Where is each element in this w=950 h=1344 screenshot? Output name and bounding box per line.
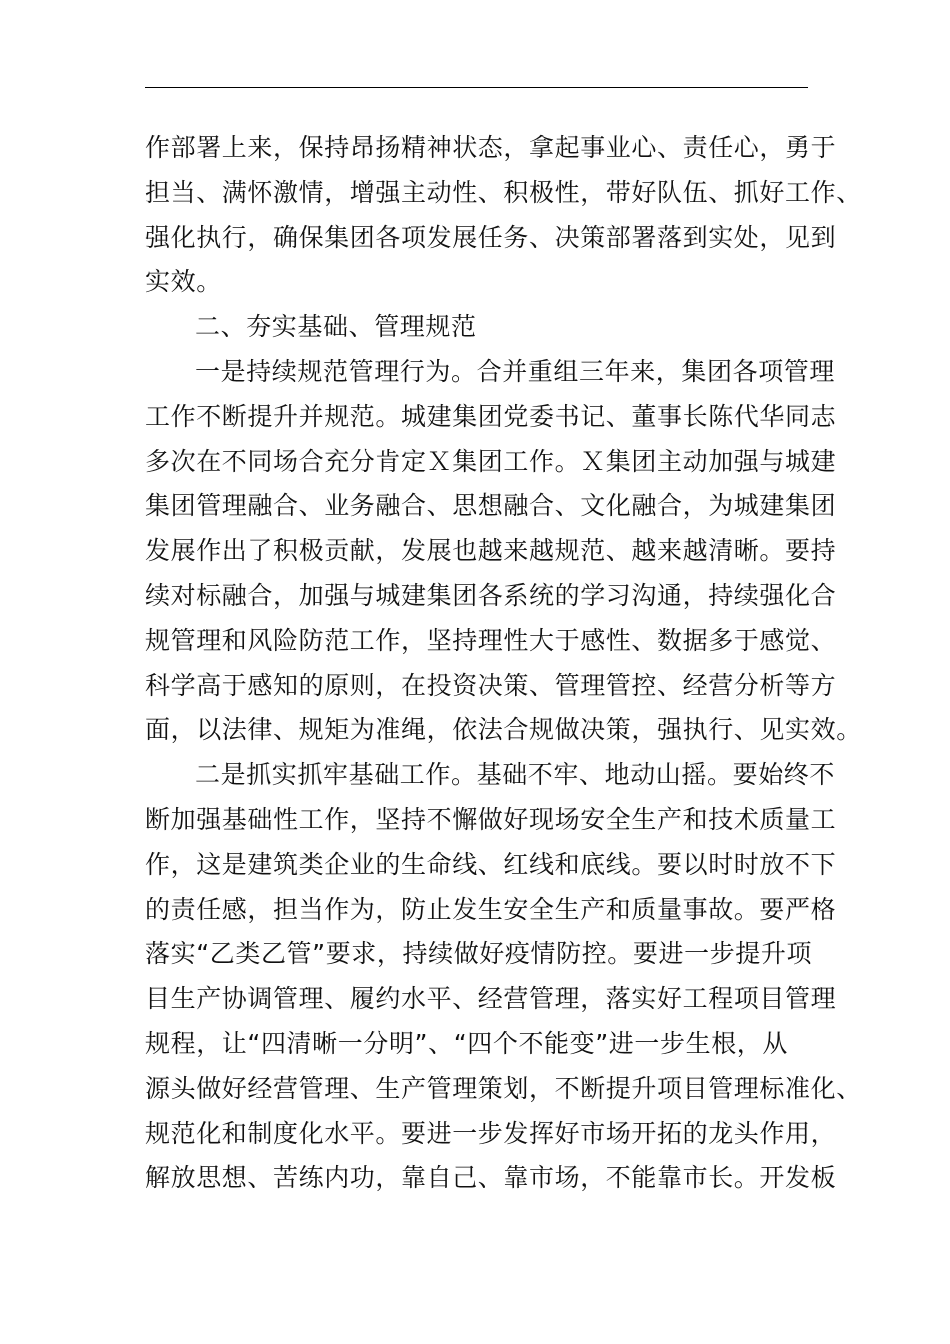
text-line: 目生产协调管理、履约水平、经营管理，落实好工程项目管理 bbox=[145, 984, 837, 1014]
text-line: 担当、满怀激情，增强主动性、积极性，带好队伍、抓好工作、 bbox=[145, 177, 862, 207]
header-rule bbox=[145, 87, 808, 88]
text-line: 二是抓实抓牢基础工作。基础不牢、地动山摇。要始终不 bbox=[195, 760, 836, 790]
text-line: 一是持续规范管理行为。合并重组三年来，集团各项管理 bbox=[195, 356, 836, 386]
text-line: 强化执行，确保集团各项发展任务、决策部署落到实处，见到 bbox=[145, 222, 837, 252]
document-body bbox=[145, 126, 862, 1201]
text-line: 的责任感，担当作为，防止发生安全生产和质量事故。要严格 bbox=[145, 894, 837, 924]
text-line: 科学高于感知的原则，在投资决策、管理管控、经营分析等方 bbox=[145, 670, 837, 700]
text-line: 断加强基础性工作，坚持不懈做好现场安全生产和技术质量工 bbox=[145, 804, 837, 834]
text-line: 续对标融合，加强与城建集团各系统的学习沟通，持续强化合 bbox=[145, 580, 837, 610]
paragraph-3 bbox=[145, 753, 862, 1201]
text-line: 集团管理融合、业务融合、思想融合、文化融合，为城建集团 bbox=[145, 491, 837, 521]
text-line: 工作不断提升并规范。城建集团党委书记、董事长陈代华同志 bbox=[145, 401, 837, 431]
text-line: 规范化和制度化水平。要进一步发挥好市场开拓的龙头作用， bbox=[145, 1118, 837, 1148]
text-line: 作，这是建筑类企业的生命线、红线和底线。要以时时放不下 bbox=[145, 849, 837, 879]
heading-text: 二、夯实基础、管理规范 bbox=[195, 312, 477, 342]
paragraph-1 bbox=[145, 126, 862, 305]
text-line: 规管理和风险防范工作，坚持理性大于感性、数据多于感觉、 bbox=[145, 625, 837, 655]
section-heading bbox=[145, 305, 825, 350]
text-line: 面，以法律、规矩为准绳，依法合规做决策，强执行、见实效。 bbox=[145, 715, 862, 745]
text-line: 规程，让“四清晰一分明”、“四个不能变”进一步生根，从 bbox=[145, 1028, 789, 1058]
text-line: 落实“乙类乙管”要求，持续做好疫情防控。要进一步提升项 bbox=[145, 939, 813, 969]
paragraph-2 bbox=[145, 350, 862, 753]
text-line: 实效。 bbox=[145, 267, 222, 297]
text-line: 多次在不同场合充分肯定Ｘ集团工作。Ｘ集团主动加强与城建 bbox=[145, 446, 837, 476]
text-line: 作部署上来，保持昂扬精神状态，拿起事业心、责任心，勇于 bbox=[145, 133, 837, 162]
text-line: 源头做好经营管理、生产管理策划，不断提升项目管理标准化、 bbox=[145, 1073, 862, 1103]
text-line: 发展作出了积极贡献，发展也越来越规范、越来越清晰。要持 bbox=[145, 536, 837, 566]
text-line: 解放思想、苦练内功，靠自己、靠市场，不能靠市长。开发板 bbox=[145, 1163, 837, 1193]
